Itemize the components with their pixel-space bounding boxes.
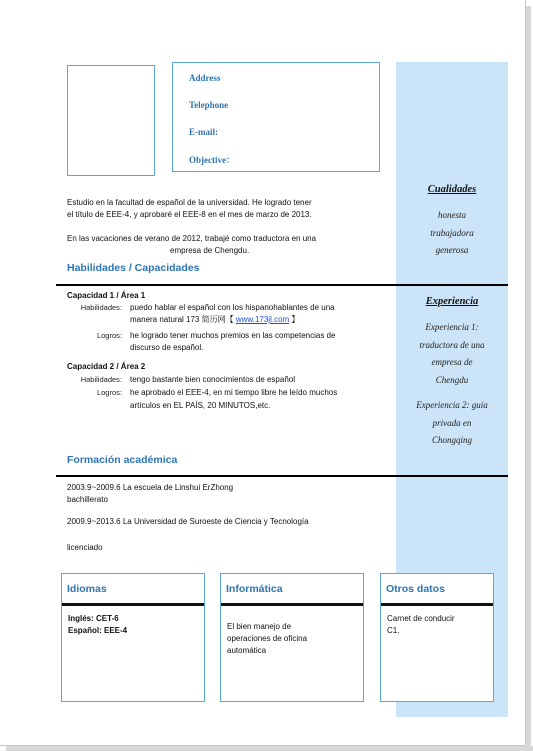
languages-box	[61, 573, 205, 702]
other-data-title: Otros datos	[386, 583, 445, 595]
qualities-title: Cualidades	[427, 184, 477, 195]
cap1-hab-label: Habilidades:	[80, 303, 122, 312]
edu1-line-1: 2003.9~2009.6 La escuela de Linshui ErZhong	[67, 483, 234, 492]
quality-item: trabajadora	[430, 227, 474, 238]
cap2-hab-label: Habilidades:	[80, 375, 122, 384]
quality-item: generosa	[435, 245, 469, 255]
cap2-title: Capacidad 2 / Área 2	[67, 362, 146, 371]
skills-title: Habilidades / Capacidades	[67, 262, 200, 274]
experience-1: Experiencia 1: traductora de una empresa de Chengdu	[419, 322, 485, 385]
intro-line-4: empresa de Chengdu.	[170, 246, 250, 255]
computing-content: El bien manejo de operaciones de oficina automática	[227, 622, 308, 655]
languages-content: Inglés: CET-6 Español: EEE-4	[68, 614, 128, 635]
edu1-line-2: bachillerato	[67, 495, 108, 504]
computing-bar	[221, 603, 363, 606]
website-link[interactable]: www.173jl.com	[235, 315, 290, 324]
cap1-log-line-1: he logrado tener muchos premios en las competencias de	[130, 331, 336, 340]
languages-title: Idiomas	[67, 583, 107, 595]
education-title: Formación académica	[67, 454, 178, 466]
objective-label: Objective：	[189, 155, 235, 165]
telephone-label: Telephone	[189, 100, 229, 110]
intro-line-1: Estudio en la facultad de español de la universidad. He logrado tener	[67, 198, 312, 207]
cap1-title: Capacidad 1 / Área 1	[67, 291, 146, 300]
qualities-list	[398, 207, 506, 260]
edu2-line-2: licenciado	[67, 543, 103, 552]
cap1-hab-line-2: manera natural 173 简历网【 www.173jl.com 】	[130, 315, 300, 324]
contact-box	[172, 62, 380, 172]
cap1-log-label: Logros:	[96, 331, 122, 340]
experience-2: Experiencia 2: guía privada en Chongqing	[416, 400, 488, 445]
cap2-log-label: Logros:	[96, 388, 122, 397]
cap2-log-line-1: he aprobado el EEE-4, en mi tiempo libre he leído muchos	[130, 388, 338, 397]
address-label: Address	[189, 73, 221, 83]
email-label: E-mail:	[189, 127, 218, 137]
computing-box	[220, 573, 364, 702]
languages-bar	[62, 603, 204, 606]
other-data-content: Carnet de conducir C1.	[387, 614, 455, 635]
quality-item: honesta	[438, 210, 466, 220]
intro-line-3: En las vacaciones de verano de 2012, trabajé como traductora en una	[67, 234, 317, 243]
cap2-hab-line-1: tengo bastante bien conocimientos de español	[130, 375, 296, 384]
page-shadow-bottom	[6, 746, 533, 751]
experience-title: Experiencia	[425, 296, 479, 307]
intro-line-2: el título de EEE-4, y aprobaré el EEE-8 en el mes de marzo de 2013.	[67, 210, 312, 219]
edu2-line-1: 2009.9~2013.6 La Universidad de Suroeste de Ciencia y Tecnología	[67, 517, 309, 526]
cap1-log-line-2: discurso de español.	[130, 343, 204, 352]
photo-frame	[67, 65, 155, 176]
other-data-bar	[381, 603, 493, 606]
page-shadow-right	[526, 6, 531, 751]
cap1-hab-line-1: puedo hablar el español con los hispanohablantes de una	[130, 303, 335, 312]
other-data-box	[380, 573, 494, 702]
skills-rule	[56, 284, 508, 286]
education-rule	[56, 475, 508, 477]
computing-title: Informática	[226, 583, 283, 595]
cap2-log-line-2: artículos en EL PAÍS, 20 MINUTOS,etc.	[130, 401, 271, 410]
